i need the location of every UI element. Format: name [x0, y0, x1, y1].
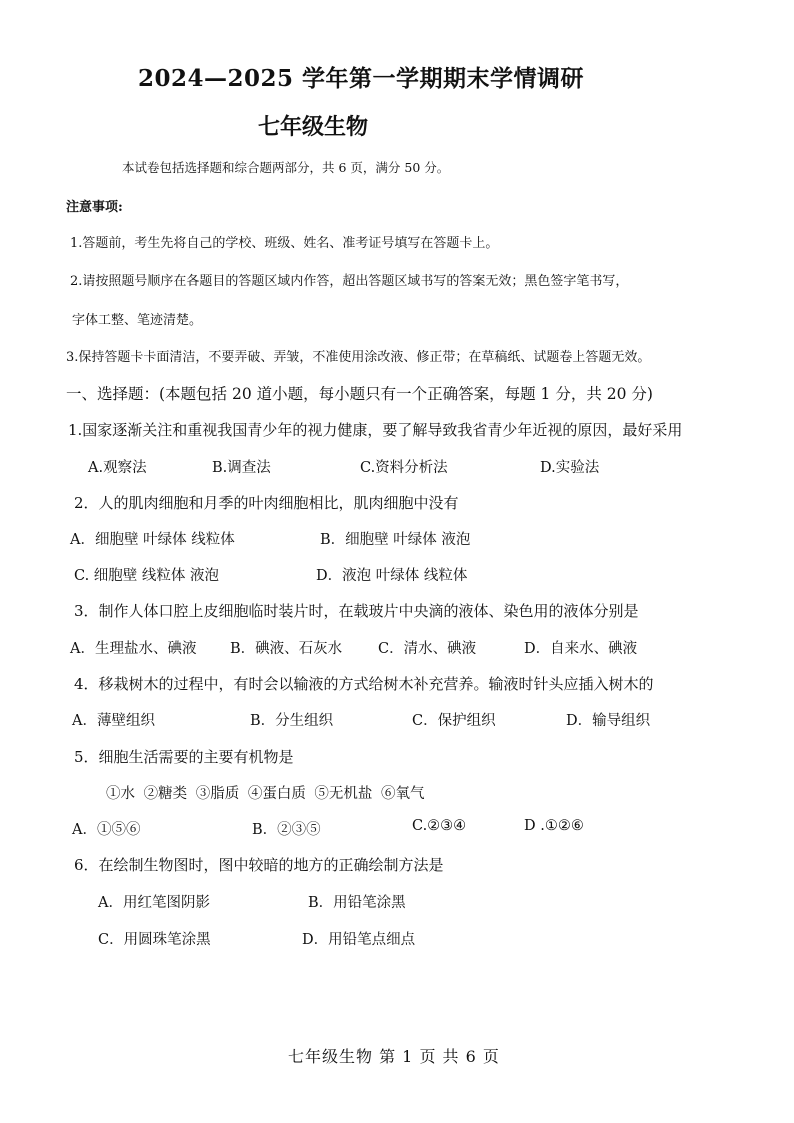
- page-footer: 七年级生物 第 1 页 共 6 页: [288, 1047, 500, 1066]
- question-2-option-c: C. 细胞壁 线粒体 液泡: [74, 568, 220, 584]
- question-5-stem: 5．细胞生活需要的主要有机物是: [74, 748, 294, 766]
- question-1-option-d: D.实验法: [540, 460, 600, 476]
- question-2-option-a: A．细胞壁 叶绿体 线粒体: [70, 532, 235, 548]
- question-4-option-b: B．分生组织: [250, 713, 334, 729]
- question-5-option-a: A．①⑤⑥: [72, 822, 141, 838]
- question-3-option-a: A．生理盐水、碘液: [70, 641, 197, 657]
- question-6-option-a: A．用红笔图阴影: [98, 895, 210, 911]
- notice-heading: 注意事项:: [66, 200, 123, 215]
- notice-item: 1.答题前，考生先将自己的学校、班级、姓名、准考证号填写在答题卡上。: [70, 236, 499, 251]
- question-6-stem: 6．在绘制生物图时，图中较暗的地方的正确绘制方法是: [74, 856, 444, 874]
- notice-item: 3.保持答题卡卡面清洁，不要弄破、弄皱，不准使用涂改液、修正带；在草稿纸、试题卷上答题无效。: [66, 350, 651, 365]
- question-6-option-c: C．用圆珠笔涂黑: [98, 932, 211, 948]
- question-6-option-d: D．用铅笔点细点: [302, 932, 416, 948]
- question-1-option-c: C.资料分析法: [360, 460, 448, 476]
- question-3-option-d: D．自来水、碘液: [524, 641, 638, 657]
- section-heading: 一、选择题：(本题包括 20 道小题，每小题只有一个正确答案，每题 1 分，共 20 分): [66, 385, 653, 403]
- question-5-option-b: B．②③⑤: [252, 822, 321, 838]
- exam-subtitle: 七年级生物: [258, 114, 369, 140]
- question-4-option-d: D．输导组织: [566, 713, 651, 729]
- question-1-stem: 1.国家逐渐关注和重视我国青少年的视力健康，要了解导致我省青少年近视的原因，最好采用: [68, 421, 683, 439]
- question-5-option-d: D .①②⑥: [524, 818, 584, 834]
- question-4-option-c: C．保护组织: [412, 713, 496, 729]
- notice-item-continued: 字体工整、笔迹清楚。: [72, 313, 203, 328]
- question-4-stem: 4．移栽树木的过程中，有时会以输液的方式给树木补充营养。输液时针头应插入树木的: [74, 675, 654, 693]
- question-2-option-b: B．细胞壁 叶绿体 液泡: [320, 532, 471, 548]
- exam-intro: 本试卷包括选择题和综合题两部分，共 6 页，满分 50 分。: [122, 160, 450, 175]
- question-4-option-a: A．薄壁组织: [72, 713, 155, 729]
- question-1-option-a: A.观察法: [88, 460, 147, 476]
- notice-item: 2.请按照题号顺序在各题目的答题区域内作答，超出答题区域书写的答案无效；黑色签字笔书写，: [70, 274, 629, 289]
- question-5-choices: ①水 ②糖类 ③脂质 ④蛋白质 ⑤无机盐 ⑥氧气: [106, 786, 425, 802]
- question-2-option-d: D．液泡 叶绿体 线粒体: [316, 568, 468, 584]
- question-6-option-b: B．用铅笔涂黑: [308, 895, 406, 911]
- question-5-option-c: C.②③④: [412, 818, 467, 834]
- question-2-stem: 2．人的肌肉细胞和月季的叶肉细胞相比，肌肉细胞中没有: [74, 494, 459, 512]
- question-3-option-b: B．碘液、石灰水: [230, 641, 343, 657]
- exam-title: 2024—2025 学年第一学期期末学情调研: [138, 65, 585, 92]
- question-1-option-b: B.调查法: [212, 460, 271, 476]
- question-3-option-c: C．清水、碘液: [378, 641, 477, 657]
- question-3-stem: 3．制作人体口腔上皮细胞临时装片时，在载玻片中央滴的液体、染色用的液体分别是: [74, 602, 639, 620]
